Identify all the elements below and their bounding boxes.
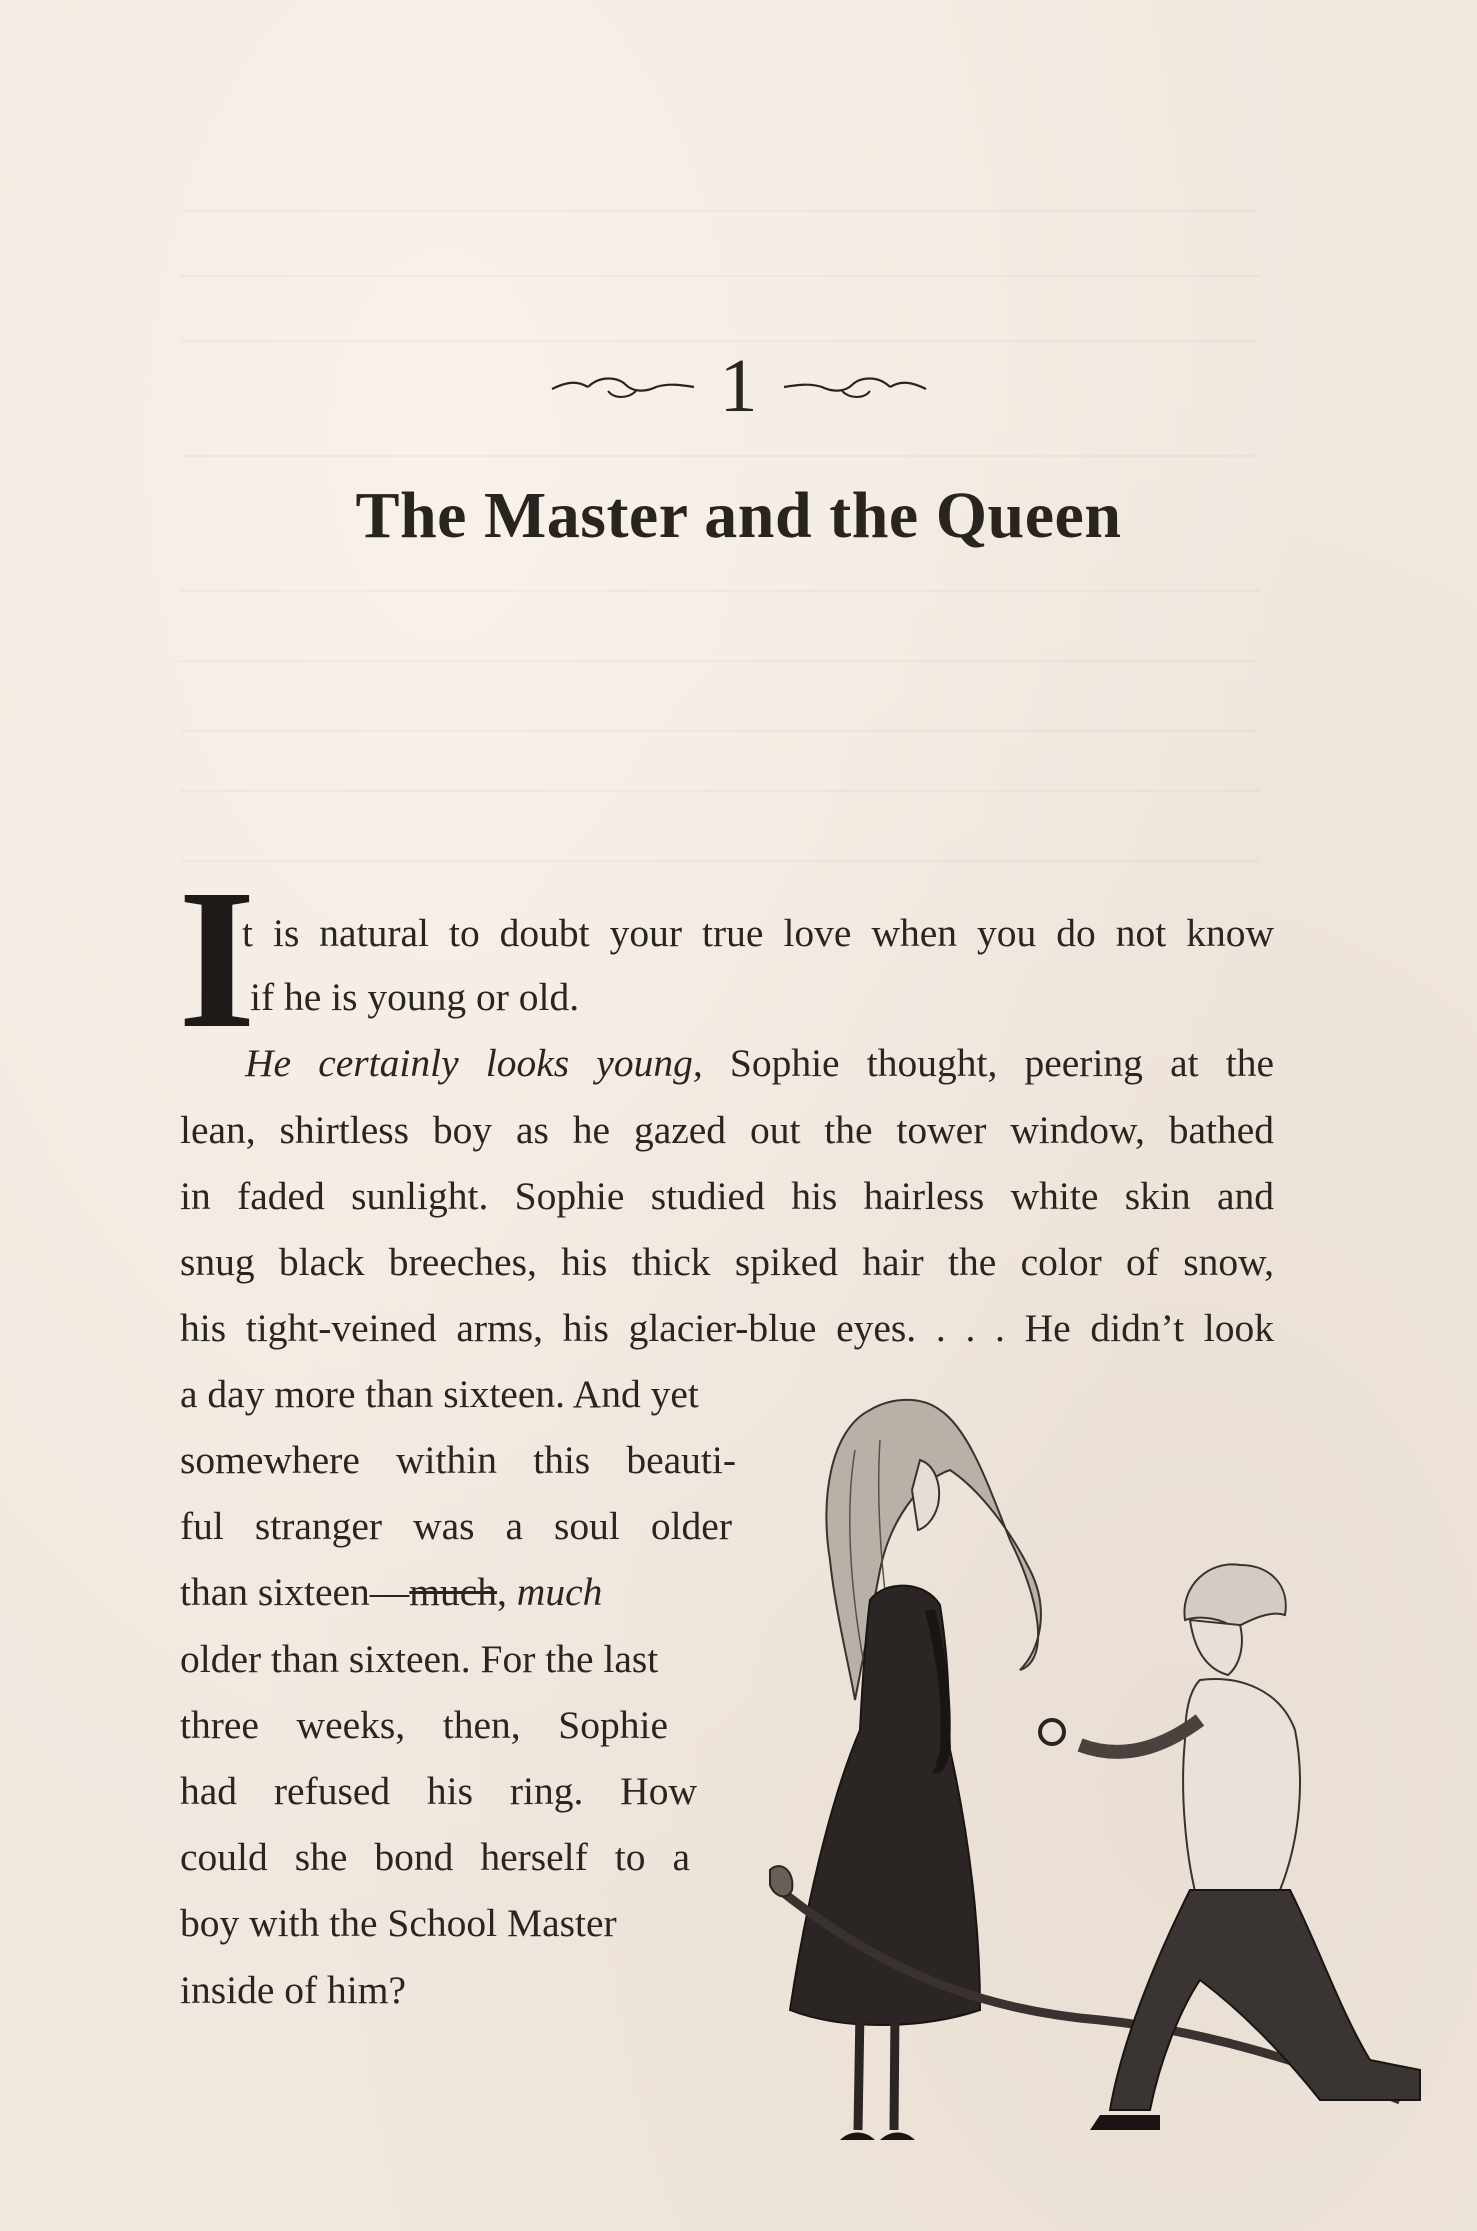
text-line-13: three weeks, then, Sophie bbox=[180, 1703, 668, 1747]
text-line-11 bbox=[180, 1570, 603, 1614]
text-line-7: his tight-veined arms, his glacier-blue eyes. . . . He didn’t look bbox=[180, 1306, 1274, 1350]
drop-cap: I bbox=[178, 849, 256, 1070]
text-line-12: older than sixteen. For the last bbox=[180, 1637, 659, 1681]
sophie-and-kneeling-boy-illustration bbox=[680, 1370, 1440, 2190]
italic-thought: He certainly looks young, bbox=[245, 1041, 703, 1085]
text-line-6: snug black breeches, his thick spiked hair the color of snow, bbox=[180, 1240, 1274, 1284]
chapter-number-heading bbox=[0, 344, 1477, 428]
text-line-10: ful stranger was a soul older bbox=[180, 1504, 732, 1548]
chapter-title: The Master and the Queen bbox=[355, 479, 1122, 552]
text-line-11-comma: , bbox=[497, 1570, 517, 1614]
girl-figure bbox=[790, 1400, 1041, 2140]
text-line-5: in faded sunlight. Sophie studied his hairless white skin and bbox=[180, 1174, 1274, 1218]
italic-word: much bbox=[516, 1570, 603, 1614]
text-line-3-rest: Sophie thought, peering at the bbox=[702, 1041, 1274, 1085]
text-line-2: if he is young or old. bbox=[250, 975, 580, 1019]
text-line-4: lean, shirtless boy as he gazed out the tower window, bathed bbox=[180, 1108, 1274, 1152]
text-line-14: had refused his ring. How bbox=[180, 1769, 697, 1813]
text-line-15: could she bond herself to a bbox=[180, 1835, 690, 1879]
chapter-number: 1 bbox=[719, 344, 758, 428]
scroll-ornament-left-icon bbox=[548, 371, 698, 401]
text-line-17: inside of him? bbox=[180, 1968, 406, 2012]
struck-word: much bbox=[409, 1570, 498, 1614]
text-line-8: a day more than sixteen. And yet bbox=[180, 1372, 699, 1416]
text-line-16: boy with the School Master bbox=[180, 1901, 617, 1945]
scroll-ornament-right-icon bbox=[780, 371, 930, 401]
text-line-11-start: than sixteen— bbox=[180, 1570, 410, 1614]
text-line-9: somewhere within this beauti- bbox=[180, 1438, 736, 1482]
text-line-3 bbox=[245, 1041, 1274, 1085]
text-line-1: t is natural to doubt your true love when you do not know bbox=[242, 911, 1274, 955]
